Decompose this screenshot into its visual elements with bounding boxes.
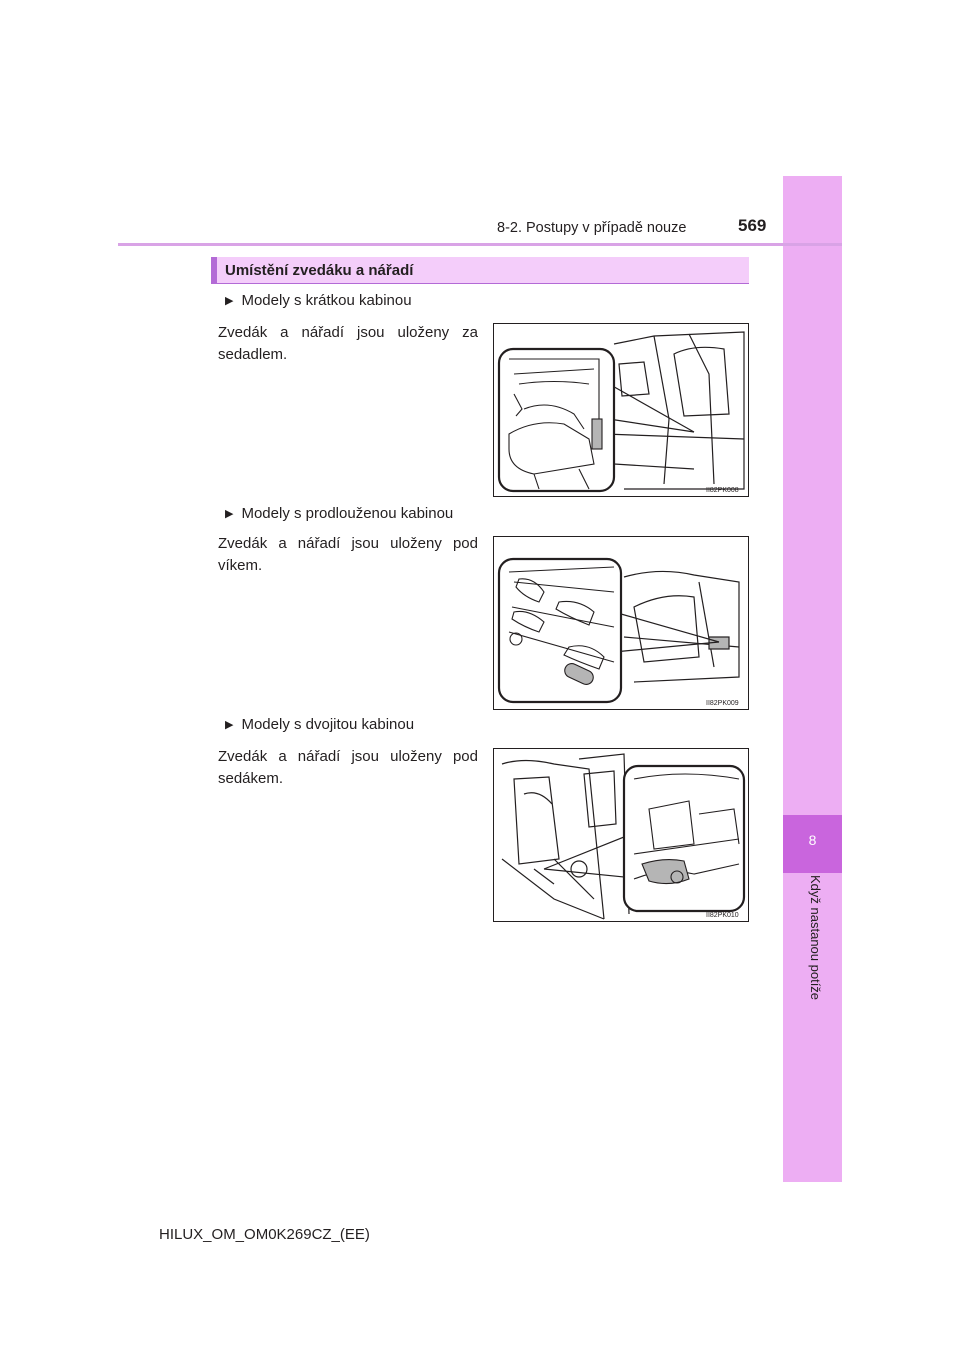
chapter-title: Když nastanou potíže <box>808 875 823 1001</box>
figure-code: II82PK010 <box>706 912 739 919</box>
bullet-item <box>225 716 414 733</box>
header-section-title: 8-2. Postupy v případě nouze <box>497 220 687 236</box>
bullet-item <box>225 505 453 522</box>
bullet-triangle-icon: ▶ <box>225 719 234 731</box>
figure-short-cab-drawing <box>494 324 748 496</box>
bullet-item <box>225 292 412 309</box>
chapter-number: 8 <box>808 832 817 848</box>
bullet-triangle-icon: ▶ <box>225 508 234 520</box>
page-number: 569 <box>738 216 767 235</box>
figure-code: II82PK009 <box>706 700 739 707</box>
section-title: Umístění zvedáku a nářadí <box>225 262 414 279</box>
figure-extended-cab-drawing <box>494 537 748 709</box>
bullet-label: Modely s krátkou kabinou <box>241 292 412 309</box>
bullet-label: Modely s prodlouženou kabinou <box>241 505 454 522</box>
bullet-triangle-icon: ▶ <box>225 295 234 307</box>
footer-document-id: HILUX_OM_OM0K269CZ_(EE) <box>159 1226 370 1243</box>
paragraph: Zvedák a nářadí jsou uloženy pod sedákem. <box>218 748 478 787</box>
bullet-label: Modely s dvojitou kabinou <box>241 716 415 733</box>
figure-short-cab <box>493 323 749 497</box>
paragraph: Zvedák a nářadí jsou uloženy pod víkem. <box>218 535 478 574</box>
figure-double-cab <box>493 748 749 922</box>
figure-double-cab-drawing <box>494 749 748 921</box>
figure-code: II82PK008 <box>706 487 739 494</box>
chapter-tab-strip <box>783 176 842 1182</box>
paragraph: Zvedák a nářadí jsou uloženy za sedadlem. <box>218 324 478 363</box>
figure-extended-cab <box>493 536 749 710</box>
header-rule <box>118 243 842 246</box>
